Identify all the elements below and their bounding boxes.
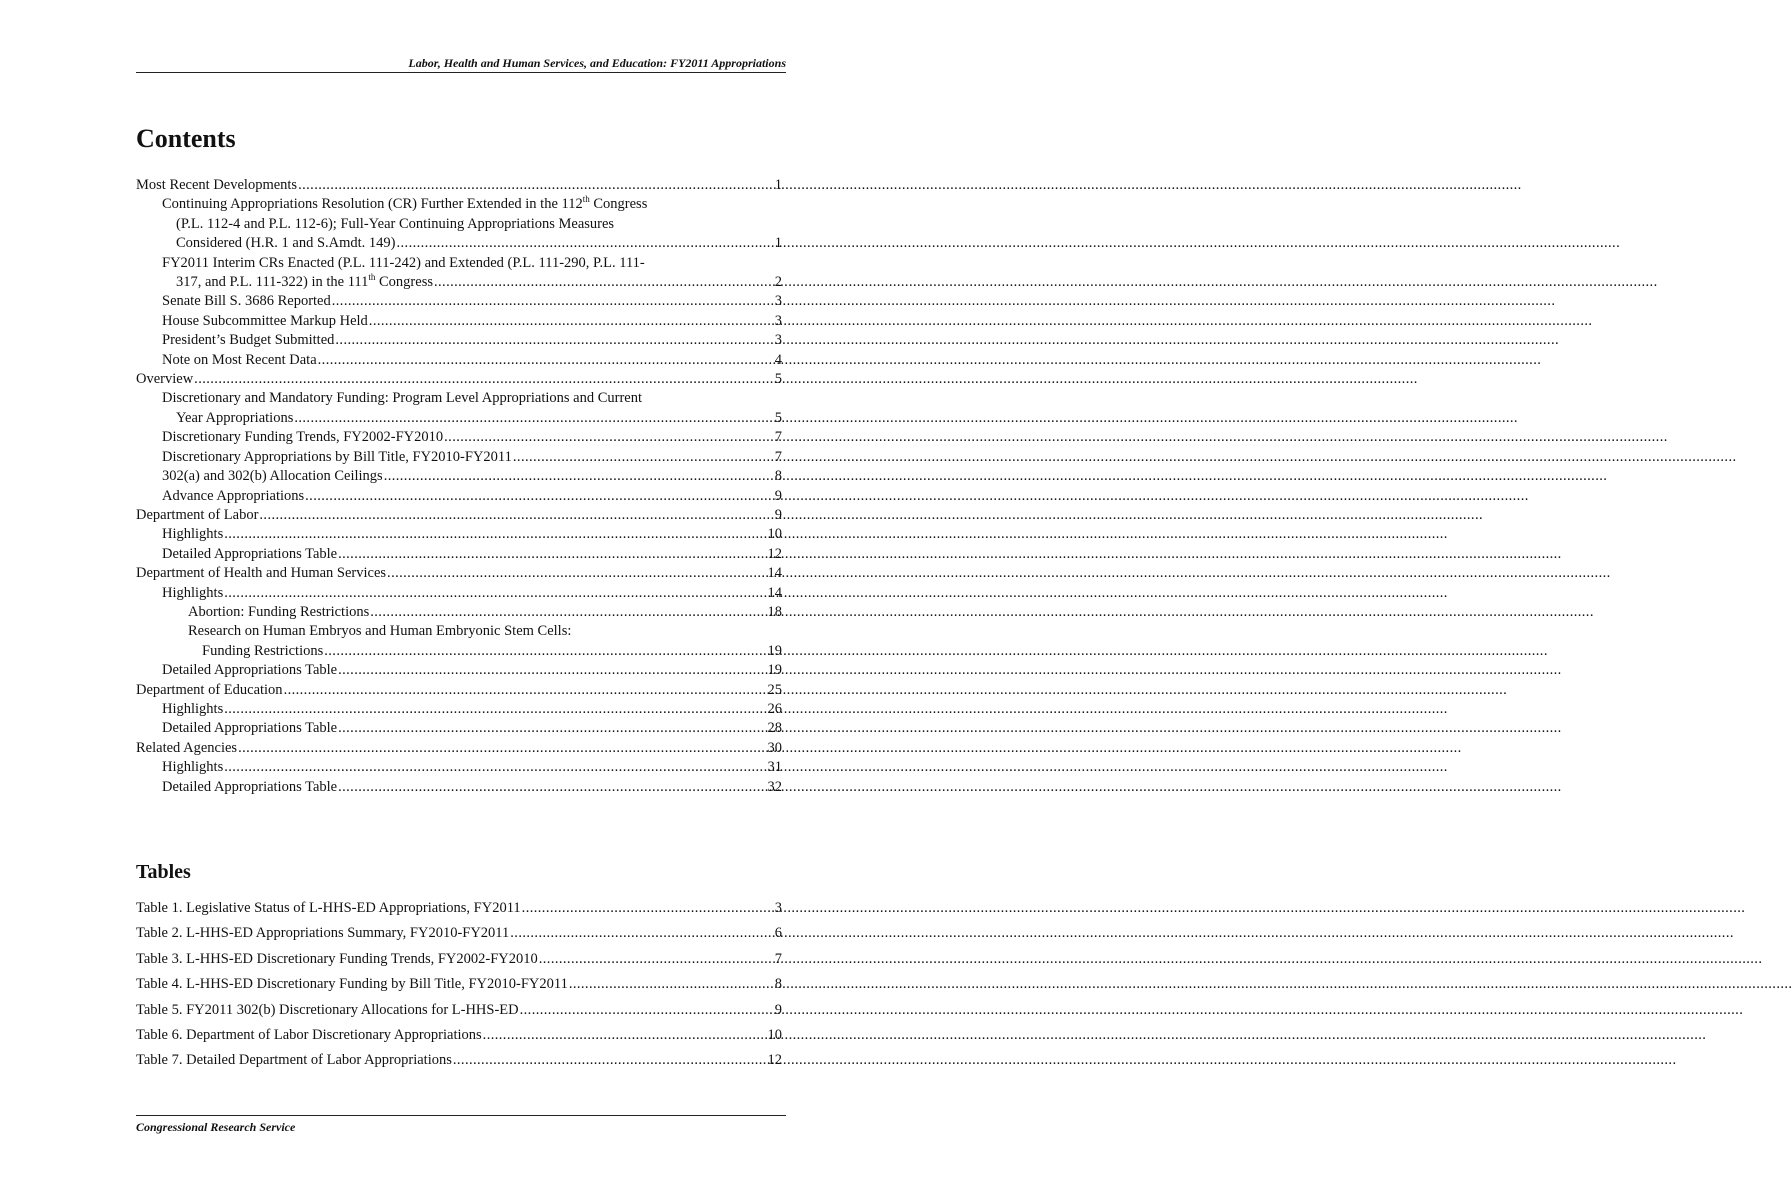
list-of-tables [136,899,782,1077]
toc-entry-title: FY2011 Interim CRs Enacted (P.L. 111-242) and Extended (P.L. 111-290, P.L. 111- [162,254,645,271]
toc-entry-title: Advance Appropriations [162,487,305,504]
table-list-entry-title: Table 2. L-HHS-ED Appropriations Summary, FY2010-FY2011 [136,925,510,942]
toc-entry [136,312,782,331]
toc-entry-page: 9 [774,506,782,523]
dot-leader [384,467,774,486]
dot-leader [238,739,766,758]
dot-leader [224,584,766,603]
toc-entry-page: 1 [774,235,782,252]
toc-entry [136,292,782,311]
header-divider [136,72,786,73]
table-list-entry-title: Table 3. L-HHS-ED Discretionary Funding Trends, FY2002-FY2010 [136,950,538,967]
toc-entry-title: Detailed Appropriations Table [162,662,338,679]
toc-entry-title: Highlights [162,584,224,601]
toc-entry-title: Abortion: Funding Restrictions [188,603,370,620]
toc-entry-title: Detailed Appropriations Table [162,720,338,737]
toc-entry [136,525,782,544]
toc-entry [136,506,782,525]
toc-entry [136,564,782,583]
toc-entry [136,254,782,293]
toc-entry-page: 10 [767,526,782,543]
table-list-entry [136,1051,782,1070]
dot-leader [224,700,766,719]
dot-leader [539,950,774,969]
dot-leader [298,176,774,195]
toc-entry-title: Most Recent Developments [136,177,298,193]
toc-entry-page: 1 [774,177,782,193]
table-list-entry [136,1001,782,1020]
dot-leader [284,681,767,700]
dot-leader [224,758,766,777]
dot-leader [338,719,766,738]
toc-entry-title: Discretionary and Mandatory Funding: Program Level Appropriations and Current [162,390,643,407]
dot-leader [434,273,774,292]
toc-entry-page: 30 [767,739,782,756]
table-list-entry-page: 9 [774,1001,782,1018]
toc-entry [136,545,782,564]
toc-entry [136,719,782,738]
running-footer: Congressional Research Service [136,1120,296,1134]
toc-entry-title: Year Appropriations [176,409,294,426]
dot-leader [370,603,766,622]
toc-entry-page: 28 [767,720,782,737]
toc-entry-page: 32 [767,778,782,795]
toc-entry [136,487,782,506]
toc-entry-title: Senate Bill S. 3686 Reported [162,293,331,310]
toc-entry [136,370,782,389]
toc-entry-page: 3 [774,332,782,349]
toc-entry-page: 8 [774,468,782,485]
dot-leader [510,924,773,943]
table-list-entry [136,975,782,994]
table-list-entry-page: 6 [774,925,782,942]
running-header: Labor, Health and Human Services, and Education: FY2011 Appropriations [408,56,786,70]
toc-entry-title: Research on Human Embryos and Human Embryonic Stem Cells: [188,623,572,640]
toc-entry-page: 9 [774,487,782,504]
toc-entry-title: Highlights [162,526,224,543]
table-of-contents [136,176,782,797]
dot-leader [294,409,773,428]
toc-entry [136,778,782,797]
toc-entry-page: 5 [774,371,782,388]
dot-leader [194,370,774,389]
toc-entry-page: 7 [774,448,782,465]
toc-entry [136,195,782,253]
dot-leader [387,564,766,583]
toc-entry-title: Department of Education [136,681,283,698]
dot-leader [569,975,774,994]
toc-entry-page: 18 [767,603,782,620]
toc-entry-title: Related Agencies [136,739,238,756]
toc-entry-page: 3 [774,312,782,329]
dot-leader [338,778,766,797]
toc-entry-page: 12 [767,545,782,562]
table-list-entry-page: 3 [774,900,782,916]
toc-entry-page: 19 [767,642,782,659]
toc-entry-page: 5 [774,409,782,426]
toc-entry [136,739,782,758]
toc-entry-title: 302(a) and 302(b) Allocation Ceilings [162,468,383,485]
toc-entry-title: House Subcommittee Markup Held [162,312,368,329]
toc-entry [136,603,782,622]
toc-entry [136,700,782,719]
table-list-entry-title: Table 7. Detailed Department of Labor Appropriations [136,1052,452,1069]
dot-leader [520,1001,774,1020]
toc-entry-page: 26 [767,700,782,717]
table-list-entry-page: 12 [767,1052,782,1069]
toc-entry [136,351,782,370]
dot-leader [318,351,774,370]
toc-entry-page: 4 [774,351,782,368]
toc-entry [136,331,782,350]
table-list-entry-page: 10 [767,1027,782,1044]
toc-entry [136,389,782,428]
toc-entry-title: Overview [136,371,194,388]
toc-entry-title: (P.L. 112-4 and P.L. 112-6); Full-Year Continuing Appropriations Measures [176,215,615,232]
toc-entry [136,467,782,486]
toc-entry-title: Discretionary Appropriations by Bill Title, FY2010-FY2011 [162,448,512,465]
toc-entry-title: Considered (H.R. 1 and S.Amdt. 149) [176,235,396,252]
dot-leader [444,428,774,447]
dot-leader [259,506,773,525]
dot-leader [338,545,766,564]
toc-entry [136,428,782,447]
table-list-entry-title: Table 1. Legislative Status of L-HHS-ED Appropriations, FY2011 [136,900,521,916]
table-list-entry-title: Table 5. FY2011 302(b) Discretionary Allocations for L-HHS-ED [136,1001,519,1018]
table-list-entry [136,924,782,943]
toc-entry [136,758,782,777]
toc-entry [136,584,782,603]
toc-entry [136,448,782,467]
toc-entry-title: Continuing Appropriations Resolution (CR) Further Extended in the 112th Congress [162,194,648,213]
dot-leader [338,661,766,680]
toc-entry [136,661,782,680]
contents-heading: Contents [136,124,236,153]
toc-entry-title: Detailed Appropriations Table [162,778,338,795]
toc-entry-title: Note on Most Recent Data [162,351,317,368]
table-list-entry-page: 8 [774,976,782,993]
toc-entry-title: President’s Budget Submitted [162,332,335,349]
table-list-entry [136,899,782,918]
toc-entry-title: Discretionary Funding Trends, FY2002-FY2010 [162,429,444,446]
dot-leader [483,1026,767,1045]
dot-leader [513,448,774,467]
toc-entry-title: Highlights [162,759,224,776]
dot-leader [369,312,774,331]
footer-divider [136,1115,786,1116]
toc-entry-title: 317, and P.L. 111-322) in the 111th Congress [176,272,433,291]
table-list-entry [136,950,782,969]
dot-leader [305,487,774,506]
toc-entry-page: 7 [774,429,782,446]
dot-leader [335,331,773,350]
toc-entry-page: 3 [774,293,782,310]
tables-heading: Tables [136,861,191,883]
table-list-entry [136,1026,782,1045]
toc-entry-title: Highlights [162,700,224,717]
toc-entry-page: 19 [767,662,782,679]
table-list-entry-page: 7 [774,950,782,967]
toc-entry-title: Funding Restrictions [202,642,324,659]
dot-leader [453,1051,767,1070]
dot-leader [522,899,774,918]
toc-entry-page: 14 [767,565,782,582]
toc-entry-page: 25 [767,681,782,698]
dot-leader [224,525,766,544]
dot-leader [324,642,766,661]
toc-entry [136,681,782,700]
toc-entry-page: 2 [774,274,782,291]
toc-entry-page: 31 [767,759,782,776]
toc-entry [136,622,782,661]
toc-entry-title: Department of Labor [136,506,259,523]
toc-entry-title: Detailed Appropriations Table [162,545,338,562]
table-list-entry-title: Table 4. L-HHS-ED Discretionary Funding by Bill Title, FY2010-FY2011 [136,976,568,993]
dot-leader [397,234,774,253]
table-list-entry-title: Table 6. Department of Labor Discretionary Appropriations [136,1027,482,1044]
toc-entry-page: 14 [767,584,782,601]
toc-entry-title: Department of Health and Human Services [136,565,387,582]
toc-entry [136,176,782,195]
dot-leader [332,292,774,311]
